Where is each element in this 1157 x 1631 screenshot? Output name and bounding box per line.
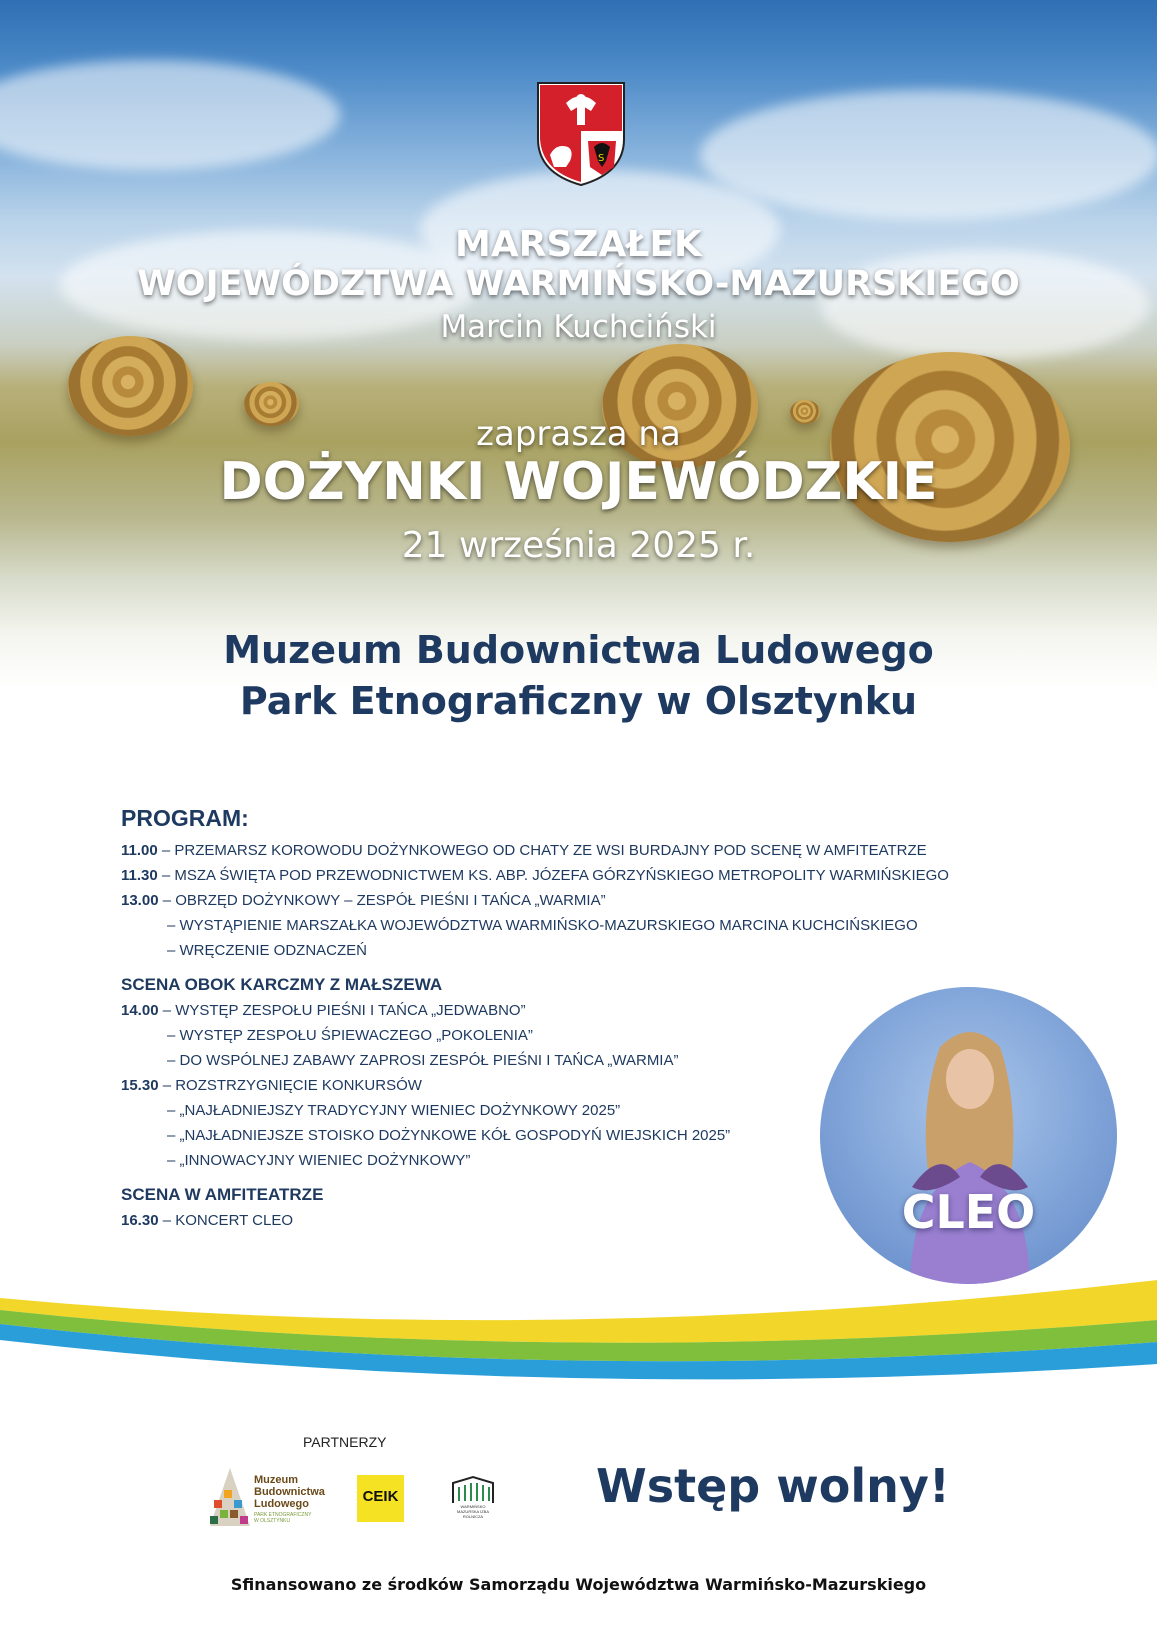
ceik-logo	[357, 1475, 404, 1522]
program-item: 15.30 – ROZSTRZYGNIĘCIE KONKURSÓW	[121, 1077, 422, 1094]
decorative-wave	[0, 1280, 1157, 1410]
performer-figure	[820, 987, 1117, 1284]
program-title: PROGRAM:	[121, 805, 249, 831]
ceik-logo-text: CEIK	[362, 1488, 399, 1505]
event-date: 21 września 2025 r.	[401, 525, 756, 566]
museum-logo-sub: PARK ETNOGRAFICZNY W OLSZTYNKU	[254, 1512, 312, 1524]
program-item: 11.30 – MSZA ŚWIĘTA POD PRZEWODNICTWEM KS. ABP. JÓZEFA GÓRZYŃSKIEGO METROPOLITY WARMIŃSKIEGO	[121, 867, 949, 884]
museum-logo-name: Muzeum Budownictwa Ludowego	[254, 1474, 325, 1510]
venue-line-1: Muzeum Budownictwa Ludowego	[223, 628, 934, 672]
svg-text:S: S	[598, 153, 605, 164]
agricultural-chamber-mark	[449, 1475, 497, 1505]
funding-note: Sfinansowano ze środków Samorządu Województwa Warmińsko-Mazurskiego	[230, 1575, 927, 1594]
museum-logo	[208, 1466, 328, 1532]
program-item: 13.00 – OBRZĘD DOŻYNKOWY – ZESPÓŁ PIEŚNI I TAŃCA „WARMIA”	[121, 892, 606, 909]
program-item: 16.30 – KONCERT CLEO	[121, 1212, 294, 1229]
venue-line-2: Park Etnograficzny w Olsztynku	[239, 679, 918, 723]
program-item: – WYSTĘP ZESPOŁU ŚPIEWACZEGO „POKOLENIA”	[167, 1027, 533, 1044]
invite-text: zaprasza na	[476, 414, 681, 454]
program-item: – „NAJŁADNIEJSZY TRADYCYJNY WIENIEC DOŻYNKOWY 2025”	[167, 1102, 621, 1119]
program-item: 11.00 – PRZEMARSZ KOROWODU DOŻYNKOWEGO OD CHATY ZE WSI BURDAJNY POD SCENĘ W AMFITEATRZE	[121, 842, 927, 859]
cloud	[0, 60, 340, 170]
agricultural-chamber-text: WARMIŃSKO MAZURSKA IZBA ROLNICZA	[456, 1504, 489, 1519]
museum-logo-mark	[208, 1466, 252, 1528]
organizer-region: WOJEWÓDZTWA WARMIŃSKO-MAZURSKIEGO	[137, 264, 1020, 304]
warmia-mazury-coat-of-arms-icon	[536, 81, 626, 187]
program-item: – „INNOWACYJNY WIENIEC DOŻYNKOWY”	[167, 1152, 471, 1169]
program-item: – DO WSPÓLNEJ ZABAWY ZAPROSI ZESPÓŁ PIEŚNI I TAŃCA „WARMIA”	[167, 1052, 679, 1069]
performer-photo	[820, 987, 1117, 1284]
program-item: – WYSTĄPIENIE MARSZAŁKA WOJEWÓDZTWA WARMIŃSKO-MAZURSKIEGO MARCINA KUCHCIŃSKIEGO	[167, 917, 918, 934]
program-item: – WRĘCZENIE ODZNACZEŃ	[167, 942, 368, 959]
partners-label: PARTNERZY	[303, 1434, 387, 1450]
section-heading: SCENA OBOK KARCZMY Z MAŁSZEWA	[121, 975, 443, 994]
program-item: – „NAJŁADNIEJSZE STOISKO DOŻYNKOWE KÓŁ GOSPODYŃ WIEJSKICH 2025”	[167, 1127, 731, 1144]
program-item: 14.00 – WYSTĘP ZESPOŁU PIEŚNI I TAŃCA „JEDWABNO”	[121, 1002, 526, 1019]
performer-name: CLEO	[901, 1185, 1036, 1239]
event-title: DOŻYNKI WOJEWÓDZKIE	[219, 452, 938, 512]
organizer-name: Marcin Kuchciński	[440, 309, 717, 345]
cloud	[700, 90, 1157, 220]
organizer-title: MARSZAŁEK	[455, 224, 702, 265]
section-heading: SCENA W AMFITEATRZE	[121, 1185, 324, 1204]
agricultural-chamber-logo	[449, 1475, 497, 1523]
free-entry: Wstęp wolny!	[596, 1459, 950, 1513]
